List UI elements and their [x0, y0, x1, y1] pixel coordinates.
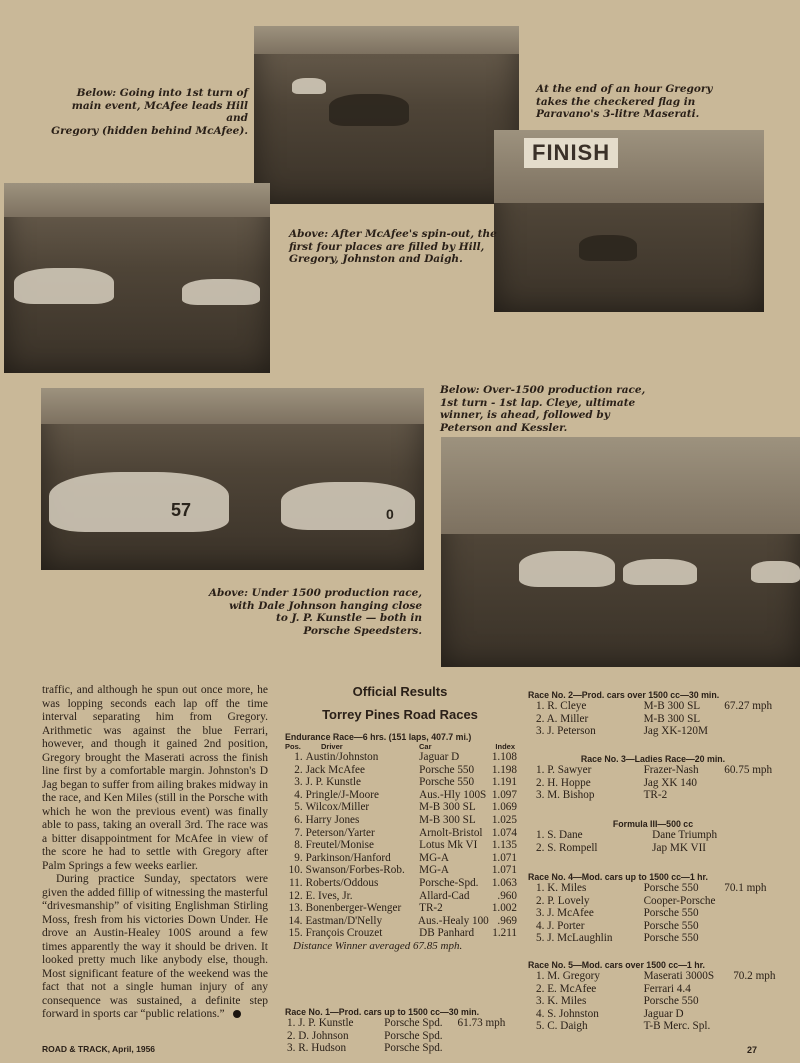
result-cell: 9.: [294, 851, 303, 864]
column-headers: [285, 742, 517, 751]
result-cell: [724, 932, 778, 945]
result-cell: 1.002: [491, 902, 517, 915]
result-row: [285, 839, 517, 852]
result-cell: 4. J. Porter: [536, 919, 585, 932]
result-cell: Lotus Mk VI: [419, 839, 478, 852]
caption-line: Above: After McAfee's spin-out, the: [289, 228, 497, 240]
result-cell: Porsche Spd.: [384, 1017, 443, 1029]
result-row: [285, 852, 517, 865]
result-cell: J. P. Kunstle: [305, 776, 361, 789]
result-cell: 1.097: [491, 788, 517, 801]
result-cell: 1.108: [491, 751, 517, 763]
result-cell: M-B 300 SL: [643, 700, 701, 712]
result-row: [287, 1017, 517, 1030]
result-cell: MG-A: [419, 851, 449, 864]
result-row: [536, 789, 778, 802]
caption-checkered-flag: [536, 83, 713, 121]
result-cell: [458, 1030, 517, 1043]
race-results: [528, 700, 778, 738]
result-cell: 8.: [294, 839, 303, 852]
result-cell: 1.191: [491, 776, 517, 789]
result-row: [285, 915, 517, 928]
result-cell: M-B 300 SL: [419, 813, 476, 826]
caption-line: winner, is ahead, followed by: [440, 409, 610, 421]
result-cell: 2. S. Rompell: [536, 841, 598, 854]
result-row: [536, 895, 778, 908]
race-3: [528, 754, 778, 802]
result-cell: [724, 920, 778, 933]
result-row: [536, 995, 778, 1008]
result-cell: 14.: [288, 914, 303, 927]
result-cell: [733, 1008, 778, 1021]
result-cell: [759, 829, 778, 842]
caption-line: takes the checkered flag in: [536, 95, 696, 108]
result-cell: Porsche 550: [419, 776, 475, 789]
result-cell: .969: [497, 914, 517, 927]
result-row: [536, 920, 778, 933]
end-bullet-icon: [233, 1010, 241, 1018]
result-cell: M-B 300 SL: [419, 801, 476, 814]
result-row: [285, 801, 517, 814]
result-cell: 2. E. McAfee: [536, 982, 597, 995]
result-cell: Maserati 3000S: [643, 970, 715, 982]
result-cell: [724, 713, 778, 726]
result-cell: 1.: [294, 751, 303, 763]
result-cell: TR-2: [643, 789, 668, 802]
race-results: [528, 829, 778, 854]
result-cell: Dane Triumph: [652, 829, 718, 841]
result-row: [285, 864, 517, 877]
car-number-0: 0: [386, 506, 394, 522]
page-number: 27: [747, 1045, 758, 1055]
result-cell: 10.: [288, 864, 303, 877]
photo-after-spin-out: [4, 183, 270, 373]
results-subtitle: Torrey Pines Road Races: [322, 707, 478, 722]
result-cell: Freutel/Monise: [305, 839, 374, 852]
result-cell: 3. M. Bishop: [536, 789, 595, 802]
photo-checkered-flag: [494, 130, 764, 312]
caption-first-turn: [50, 87, 248, 137]
race-header: Race No. 2—Prod. cars over 1500 cc—30 min.: [528, 690, 720, 700]
result-cell: 1.074: [491, 826, 517, 839]
result-cell: 1.198: [491, 763, 517, 776]
result-row: [285, 776, 517, 789]
result-row: [536, 700, 778, 713]
endurance-race: [285, 732, 517, 953]
result-cell: 13.: [288, 902, 303, 915]
result-cell: Wilcox/Miller: [305, 801, 370, 814]
article-paragraph: traffic, and although he spun out once more, he was lopping seconds each lap off the time interval separating him from Gregory. Arithmetic was against the blue Ferrari, however, and though it gained 2nd position, Gregory brought the Maserati across the finish line first by a comfortable margin. Johnston's D Jag began to suffer from ailing brakes midway in the race, and Ken Miles (still in the Porsche with which he won the previous event) was finally able to pass, taking an overall 3rd. The race was a bitter disappointment for McAfee in view of the score he had to settle with Gregory after Palm Springs a few weeks earlier.: [42, 684, 268, 872]
result-cell: Austin/Johnston: [305, 751, 379, 763]
result-row: [285, 814, 517, 827]
result-cell: 2. D. Johnson: [287, 1029, 349, 1042]
result-cell: 1.069: [491, 801, 517, 814]
caption-under-1500: [200, 587, 422, 637]
result-row: [536, 970, 778, 983]
result-cell: 6.: [294, 813, 303, 826]
result-cell: Porsche Spd.: [384, 1029, 443, 1042]
result-cell: 3. J. Peterson: [536, 725, 596, 738]
article-paragraph: [42, 873, 268, 1022]
result-cell: M-B 300 SL: [643, 712, 701, 725]
result-cell: [724, 777, 778, 790]
result-cell: 60.75 mph: [724, 764, 773, 776]
result-cell: 5. C. Daigh: [536, 1020, 588, 1033]
result-cell: 5.: [294, 801, 303, 814]
result-cell: Arnolt-Bristol: [419, 826, 483, 839]
result-cell: TR-2: [419, 902, 443, 915]
result-cell: Jap MK VII: [652, 841, 707, 854]
race-header: Endurance Race—6 hrs. (151 laps, 407.7 mi.): [285, 732, 472, 742]
result-cell: 2.: [294, 763, 303, 776]
result-cell: 3. J. McAfee: [536, 907, 594, 920]
footer-issue: ROAD & TRACK, April, 1956: [42, 1044, 156, 1054]
result-cell: 3. R. Hudson: [287, 1042, 347, 1055]
photo-over-1500-production: [441, 437, 800, 667]
result-cell: 3. K. Miles: [536, 995, 587, 1008]
result-row: [285, 927, 517, 940]
result-row: [536, 829, 778, 842]
result-cell: [724, 789, 778, 802]
col-driver: Driver: [321, 742, 343, 751]
result-row: [536, 713, 778, 726]
result-cell: 7.: [294, 826, 303, 839]
result-cell: 11.: [289, 876, 303, 889]
result-row: [536, 725, 778, 738]
result-cell: 61.73 mph: [457, 1017, 506, 1029]
caption-after-spin-out: [289, 228, 497, 266]
race-4: [528, 872, 778, 945]
result-cell: 70.1 mph: [724, 882, 767, 894]
result-cell: 3.: [294, 776, 303, 789]
result-cell: 67.27 mph: [724, 700, 773, 712]
result-cell: Ferrari 4.4: [643, 982, 691, 995]
result-cell: Swanson/Forbes-Rob.: [305, 864, 405, 877]
result-cell: Eastman/D'Nelly: [305, 914, 383, 927]
result-cell: Peterson/Yarter: [305, 826, 375, 839]
endurance-results: [285, 751, 517, 940]
caption-line: main event, McAfee leads Hill and: [71, 99, 248, 124]
result-cell: 5. J. McLaughlin: [536, 932, 613, 945]
result-cell: 1.211: [492, 927, 517, 940]
result-cell: [724, 907, 778, 920]
result-cell: Porsche 550: [643, 932, 699, 945]
result-row: [536, 882, 778, 895]
result-cell: [724, 895, 778, 908]
result-cell: 1. J. P. Kunstle: [287, 1017, 354, 1029]
race-header: Race No. 1—Prod. cars up to 1500 cc—30 min.: [285, 1007, 480, 1017]
col-car: Car: [419, 742, 432, 751]
result-cell: 1.071: [491, 864, 517, 877]
result-cell: 2. P. Lovely: [536, 894, 590, 907]
col-pos: Pos.: [285, 742, 301, 751]
result-row: [287, 1042, 517, 1055]
result-cell: MG-A: [419, 864, 449, 877]
result-cell: [733, 1020, 778, 1033]
finish-banner: FINISH: [524, 138, 618, 168]
result-cell: 2. A. Miller: [536, 712, 589, 725]
result-row: [285, 751, 517, 764]
race-results: [528, 764, 778, 802]
race-header: Race No. 4—Mod. cars up to 1500 cc—1 hr.: [528, 872, 708, 882]
result-cell: Jaguar D: [419, 751, 460, 763]
result-row: [287, 1030, 517, 1043]
result-cell: Bonenberger-Wenger: [305, 902, 402, 915]
caption-line: with Dale Johnson hanging close: [229, 599, 422, 612]
result-cell: Allard-Cad: [419, 889, 470, 902]
result-cell: 2. H. Hoppe: [536, 776, 591, 789]
result-cell: Porsche 550: [643, 995, 699, 1008]
result-row: [536, 777, 778, 790]
result-row: [285, 890, 517, 903]
col-index: Index: [495, 742, 515, 751]
result-cell: Porsche 550: [643, 907, 699, 920]
caption-line: At the end of an hour Gregory: [536, 83, 713, 95]
result-cell: Harry Jones: [305, 813, 360, 826]
result-cell: T-B Merc. Spl.: [643, 1020, 711, 1033]
race-1: [285, 1007, 517, 1055]
caption-line: Paravano's 3-litre Maserati.: [536, 108, 700, 120]
result-cell: Porsche-Spd.: [419, 876, 479, 889]
race-header: Race No. 5—Mod. cars over 1500 cc—1 hr.: [528, 960, 705, 970]
result-cell: Pringle/J-Moore: [305, 788, 379, 801]
result-cell: Porsche 550: [419, 763, 475, 776]
result-cell: Jag XK 140: [643, 776, 698, 789]
race-2: [528, 690, 778, 738]
caption-line: Above: Under 1500 production race,: [208, 587, 422, 599]
race-header: Formula III—500 cc: [612, 819, 694, 829]
result-cell: 1. P. Sawyer: [536, 764, 592, 776]
result-cell: 4.: [294, 788, 303, 801]
article-paragraph-text: During practice Sunday, spectators were given the added fillip of witnessing the masterful “drivesmanship” of visiting Englishman Stirling Moss, fresh from his victories Down Under. He drove an Austin-Healey 100S around a few times apparently the way it should be driven. It looked pretty much like anybody else, though. Most significant feature of the weekend was the fact that not a single human injury of any consequence was sustained, a definite step forward in sports car “public relations.”: [42, 873, 268, 1020]
result-row: [536, 907, 778, 920]
result-cell: Parkinson/Hanford: [305, 851, 391, 864]
result-row: [285, 877, 517, 890]
caption-line: to J. P. Kunstle — both in: [276, 612, 422, 624]
caption-line: Gregory (hidden behind McAfee).: [51, 124, 248, 137]
result-cell: 1. M. Gregory: [536, 970, 601, 982]
result-cell: .960: [497, 889, 517, 902]
result-cell: Jaguar D: [643, 1007, 684, 1020]
distance-note: Distance Winner averaged 67.85 mph.: [293, 939, 463, 952]
caption-line: Below: Over-1500 production race,: [440, 384, 646, 396]
results-title: Official Results: [352, 684, 448, 699]
result-cell: 1.071: [491, 851, 517, 864]
result-cell: Jack McAfee: [305, 763, 365, 776]
result-cell: 4. S. Johnston: [536, 1007, 599, 1020]
result-cell: Cooper-Porsche: [643, 894, 716, 907]
race-results: [285, 1017, 517, 1055]
article-body: [42, 684, 268, 1022]
result-cell: 15.: [288, 927, 303, 940]
result-cell: [733, 995, 778, 1008]
result-cell: Frazer-Nash: [643, 764, 699, 776]
result-cell: Porsche 550: [643, 882, 699, 894]
result-cell: François Crouzet: [305, 927, 383, 940]
result-row: [536, 932, 778, 945]
result-cell: 70.2 mph: [733, 970, 776, 982]
result-cell: DB Panhard: [419, 927, 475, 940]
result-cell: [733, 983, 778, 996]
race-header: Race No. 3—Ladies Race—20 min.: [580, 754, 726, 764]
result-cell: 1. S. Dane: [536, 829, 583, 841]
caption-line: first four places are filled by Hill,: [289, 240, 485, 253]
result-cell: 1.063: [491, 876, 517, 889]
result-row: [285, 902, 517, 915]
caption-line: 1st turn - 1st lap. Cleye, ultimate: [440, 396, 636, 409]
caption-line: Below: Going into 1st turn of: [76, 87, 248, 99]
car-number-57: 57: [171, 500, 192, 520]
result-cell: E. Ives, Jr.: [305, 889, 353, 902]
result-cell: Aus.-Hly 100S: [419, 788, 487, 801]
result-cell: Jag XK-120M: [643, 725, 708, 738]
caption-over-1500: [440, 384, 645, 434]
result-row: [536, 1020, 778, 1033]
photo-under-1500-production: [41, 388, 424, 570]
caption-line: Porsche Speedsters.: [303, 624, 422, 637]
result-row: [285, 789, 517, 802]
result-row: [285, 764, 517, 777]
result-row: [536, 764, 778, 777]
result-row: [536, 1008, 778, 1021]
result-cell: 1.025: [491, 813, 517, 826]
result-cell: 1. K. Miles: [536, 882, 587, 894]
result-cell: Roberts/Oddous: [305, 876, 379, 889]
photo-first-turn-main-event: [254, 26, 519, 204]
result-row: [536, 842, 778, 855]
race-5: [528, 960, 778, 1033]
result-cell: [759, 842, 778, 855]
result-row: [536, 983, 778, 996]
formula-3: [528, 819, 778, 854]
result-cell: Aus.-Healy 100: [417, 914, 489, 927]
race-results: [528, 970, 778, 1033]
caption-line: Gregory, Johnston and Daigh.: [289, 253, 463, 265]
result-cell: 1. R. Cleye: [536, 700, 587, 712]
result-cell: [458, 1042, 517, 1055]
result-cell: Porsche 550: [643, 919, 699, 932]
result-cell: [724, 725, 778, 738]
result-cell: 12.: [288, 889, 303, 902]
result-cell: 1.135: [491, 839, 517, 852]
result-row: [285, 827, 517, 840]
race-results: [528, 882, 778, 945]
caption-line: Peterson and Kessler.: [440, 421, 568, 434]
result-cell: Porsche Spd.: [384, 1042, 443, 1055]
